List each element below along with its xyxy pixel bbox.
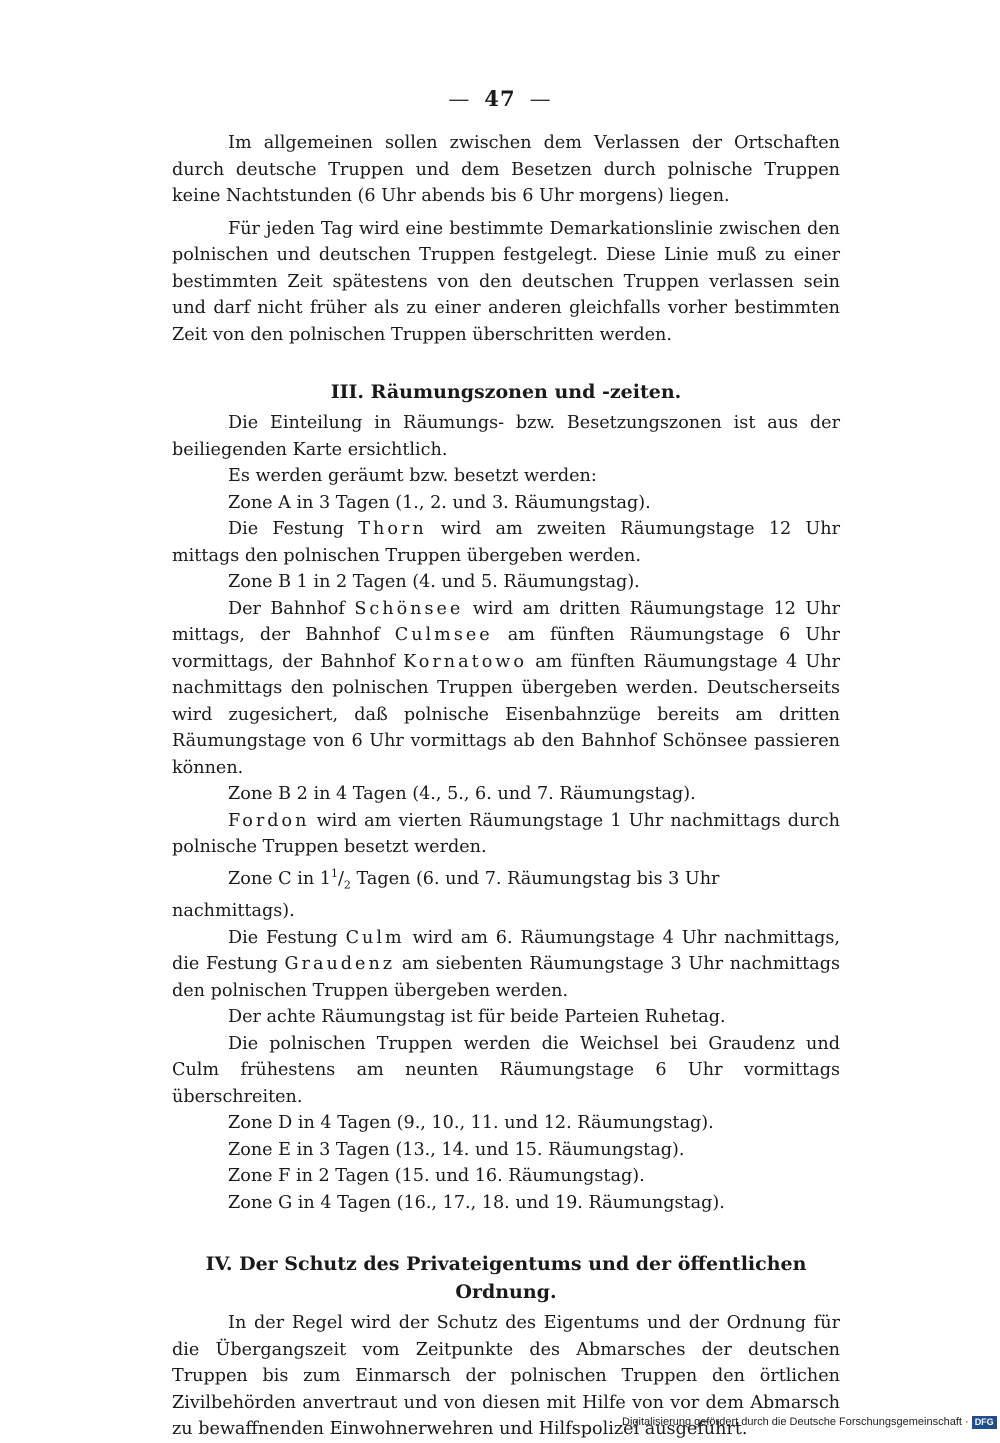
text-run: wird am zweiten Räumungstage 12 Uhr mittags den polnischen Truppen übergeben werden.: [172, 519, 840, 566]
fraction-denominator: 2: [343, 877, 351, 891]
fraction-numerator: 1: [330, 866, 338, 880]
zone-line-c: Zone C in $1^1/_2$ Tagen (6. und 7. Räumungstag bis 3 Uhr nachmittags).: [172, 866, 720, 922]
page-header: [0, 86, 1000, 111]
text-run: wird am 6. Räumungstage 4 Uhr nachmittags, die Festung: [172, 927, 840, 975]
place-name: Thorn: [358, 519, 427, 539]
paragraph: Der achte Räumungstag ist für beide Parteien Ruhetag.: [228, 1007, 726, 1028]
text-run: am siebenten Räumungstage 3 Uhr nachmittags den polnischen Truppen übergeben werden.: [172, 954, 840, 1001]
paragraph: [172, 596, 840, 782]
text-run: wird am vierten Räumungstage 1 Uhr nachmittags durch polnische Truppen besetzt werden.: [172, 810, 840, 857]
place-name: Fordon: [228, 810, 310, 831]
paragraph: Die Einteilung in Räumungs- bzw. Besetzungszonen ist aus der beiliegenden Karte ersichtlich.: [172, 413, 840, 460]
credit-text: Digitalisierung gefördert durch die Deutsche Forschungsgemeinschaft ·: [622, 1416, 969, 1428]
paragraph: Es werden geräumt bzw. besetzt werden:: [228, 466, 597, 486]
paragraph: Die polnischen Truppen werden die Weichsel bei Graudenz und Culm frühestens am neunten Räumungstage 6 Uhr vormittags überschreiten.: [172, 1033, 840, 1107]
text-run: Die Festung: [228, 519, 359, 539]
text-run: Die Festung: [228, 927, 346, 948]
zone-line-d: Zone D in 4 Tagen (9., 10., 11. und 12. Räumungstag).: [228, 1113, 714, 1134]
zone-line-b2: Zone B 2 in 4 Tagen (4., 5., 6. und 7. Räumungstag).: [228, 784, 696, 804]
digitization-credit: [622, 1415, 997, 1429]
zone-line-f: Zone F in 2 Tagen (15. und 16. Räumungstag).: [228, 1166, 645, 1187]
paragraph: Für jeden Tag wird eine bestimmte Demarkationslinie zwischen den polnischen und deutschen Truppen festgelegt. Diese Linie muß zu einer bestimmten Zeit spätestens von den deutschen Truppen verlassen sein und darf nicht früher als zu einer anderen gleichfalls vorher bestimmten Zeit von den polnischen Truppen überschritten werden.: [172, 218, 840, 345]
paragraph: [172, 925, 840, 1005]
place-name: Graudenz: [284, 954, 396, 975]
text-run: am fünften Räumungstage 4 Uhr nachmittags den polnischen Truppen übergeben werden. Deutscherseits wird zugesichert, daß polnische Eisenbahnzüge bereits am dritten Räumungstage von 6 Uhr vormittags ab den Bahnhof Schönsee passieren können.: [172, 651, 840, 778]
place-name: Culmsee: [394, 625, 493, 645]
zone-line-a: Zone A in 3 Tagen (1., 2. und 3. Räumungstag).: [228, 492, 651, 513]
paragraph: Im allgemeinen sollen zwischen dem Verlassen der Ortschaften durch deutsche Truppen und dem Besetzen durch polnische Truppen keine Nachtstunden (6 Uhr abends bis 6 Uhr morgens) liegen.: [172, 133, 840, 206]
paragraph: [172, 808, 840, 861]
section-heading-IV: IV. Der Schutz des Privateigentums und der öffentlichen Ordnung.: [205, 1253, 807, 1304]
place-name: Culm: [345, 927, 405, 948]
paragraph: [172, 516, 840, 569]
text-run: Der Bahnhof: [228, 598, 355, 619]
text-run: am fünften Räumungstage 6 Uhr vormittags, der Bahnhof: [172, 625, 840, 672]
header-dash-left: —: [448, 87, 471, 111]
paragraph: In der Regel wird der Schutz des Eigentums und der Ordnung für die Übergangszeit vom Zeitpunkte des Abmarsches der deutschen Truppen bis zum Einmarsch der polnischen Truppen den örtlichen Zivilbehörden anvertraut und von diesen mit Hilfe von vor dem Abmarsch zu bewaffnenden Einwohnerwehren und Hilfspolizei ausgeführt.: [172, 1313, 840, 1440]
dfg-logo: DFG: [972, 1416, 997, 1429]
zone-line-b1: Zone B 1 in 2 Tagen (4. und 5. Räumungstag).: [228, 572, 640, 592]
place-name: Kornatowo: [403, 651, 527, 672]
text-run: wird am dritten Räumungstage 12 Uhr mittags, der Bahnhof: [172, 598, 840, 645]
section-heading-III: III. Räumungszonen und -zeiten.: [330, 381, 682, 403]
page-body: [172, 130, 840, 1443]
zone-line-g: Zone G in 4 Tagen (16., 17., 18. und 19. Räumungstag).: [228, 1192, 725, 1213]
header-dash-right: —: [529, 87, 552, 111]
page-number: 47: [484, 86, 516, 111]
text-run: Tagen (6. und 7. Räumungstag bis 3 Uhr nachmittags).: [172, 868, 720, 922]
zone-line-e: Zone E in 3 Tagen (13., 14. und 15. Räumungstag).: [228, 1139, 685, 1160]
place-name: Schönsee: [354, 598, 464, 619]
text-run: Zone C in 1: [228, 868, 331, 889]
